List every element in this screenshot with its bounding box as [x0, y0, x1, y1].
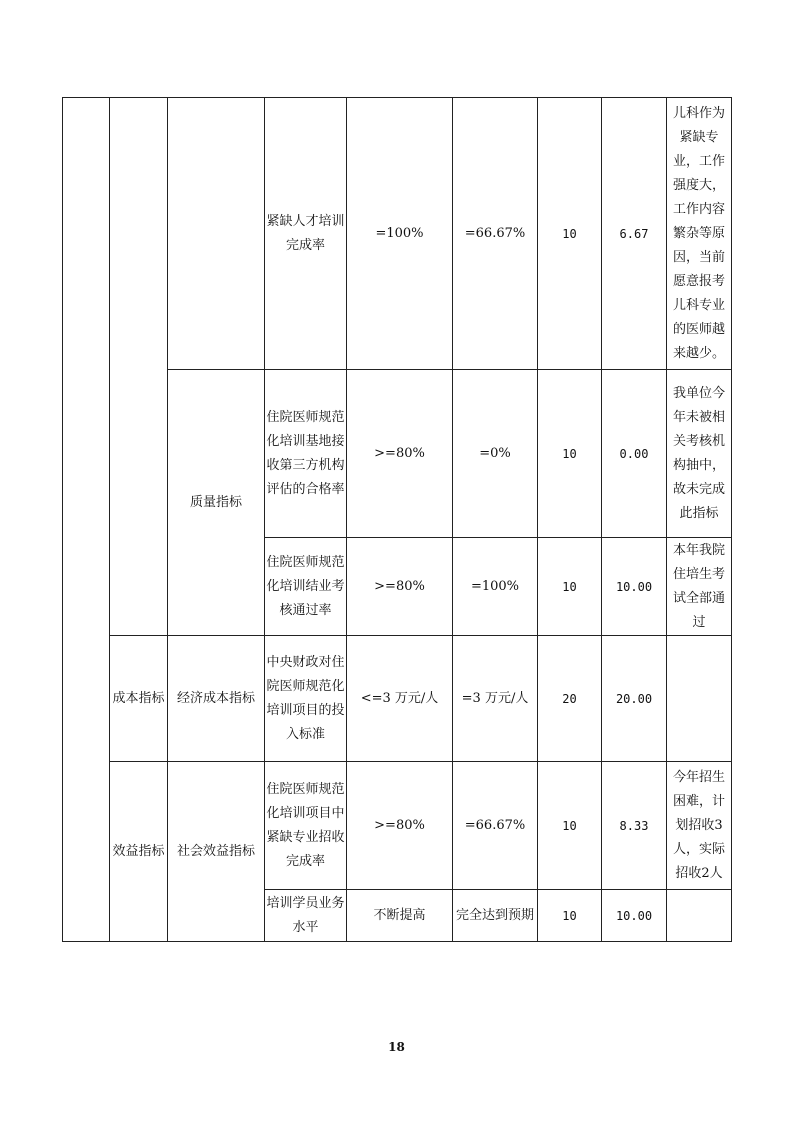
- weight-value: 20: [538, 636, 602, 762]
- indicator-name: 中央财政对住院医师规范化培训项目的投入标准: [265, 636, 347, 762]
- subcategory-quality: 质量指标: [168, 370, 265, 636]
- weight-value: 10: [538, 98, 602, 370]
- target-value: >=80%: [347, 762, 453, 890]
- actual-value: =0%: [453, 370, 538, 538]
- category-cost: 成本指标: [110, 636, 168, 762]
- actual-value: =3 万元/人: [453, 636, 538, 762]
- actual-value: =100%: [453, 538, 538, 636]
- indicator-name: 培训学员业务水平: [265, 890, 347, 942]
- remark-cell: [667, 890, 732, 942]
- weight-value: 10: [538, 370, 602, 538]
- score-value: 10.00: [602, 890, 667, 942]
- subcategory-social-benefit: 社会效益指标: [168, 762, 265, 942]
- indicator-name: 住院医师规范化培训项目中紧缺专业招收完成率: [265, 762, 347, 890]
- first-level-cell: [63, 98, 110, 942]
- remark-cell: 我单位今年未被相关考核机构抽中，故未完成此指标: [667, 370, 732, 538]
- page-number: 18: [388, 1040, 405, 1054]
- remark-cell: [667, 636, 732, 762]
- score-value: 10.00: [602, 538, 667, 636]
- performance-table: [62, 97, 732, 942]
- remark-cell: 儿科作为紧缺专业，工作强度大，工作内容繁杂等原因，当前愿意报考儿科专业的医师越来越少。: [667, 98, 732, 370]
- weight-value: 10: [538, 890, 602, 942]
- indicator-name: 住院医师规范化培训结业考核通过率: [265, 538, 347, 636]
- score-value: 8.33: [602, 762, 667, 890]
- table-row: [63, 762, 732, 890]
- table-row: [63, 98, 732, 370]
- remark-cell: 本年我院住培生考试全部通过: [667, 538, 732, 636]
- indicator-name: 紧缺人才培训完成率: [265, 98, 347, 370]
- score-value: 20.00: [602, 636, 667, 762]
- subcategory-economic-cost: 经济成本指标: [168, 636, 265, 762]
- indicator-name: 住院医师规范化培训基地接收第三方机构评估的合格率: [265, 370, 347, 538]
- category-benefit: 效益指标: [110, 762, 168, 942]
- actual-value: =66.67%: [453, 762, 538, 890]
- weight-value: 10: [538, 538, 602, 636]
- remark-cell: 今年招生困难，计划招收3人，实际招收2人: [667, 762, 732, 890]
- target-value: <=3 万元/人: [347, 636, 453, 762]
- target-value: >=80%: [347, 370, 453, 538]
- output-category-cell: [110, 98, 168, 636]
- target-value: >=80%: [347, 538, 453, 636]
- score-value: 6.67: [602, 98, 667, 370]
- table-row: [63, 636, 732, 762]
- actual-value: =66.67%: [453, 98, 538, 370]
- actual-value: 完全达到预期: [453, 890, 538, 942]
- target-value: 不断提高: [347, 890, 453, 942]
- target-value: =100%: [347, 98, 453, 370]
- weight-value: 10: [538, 762, 602, 890]
- subcategory-cell: [168, 98, 265, 370]
- score-value: 0.00: [602, 370, 667, 538]
